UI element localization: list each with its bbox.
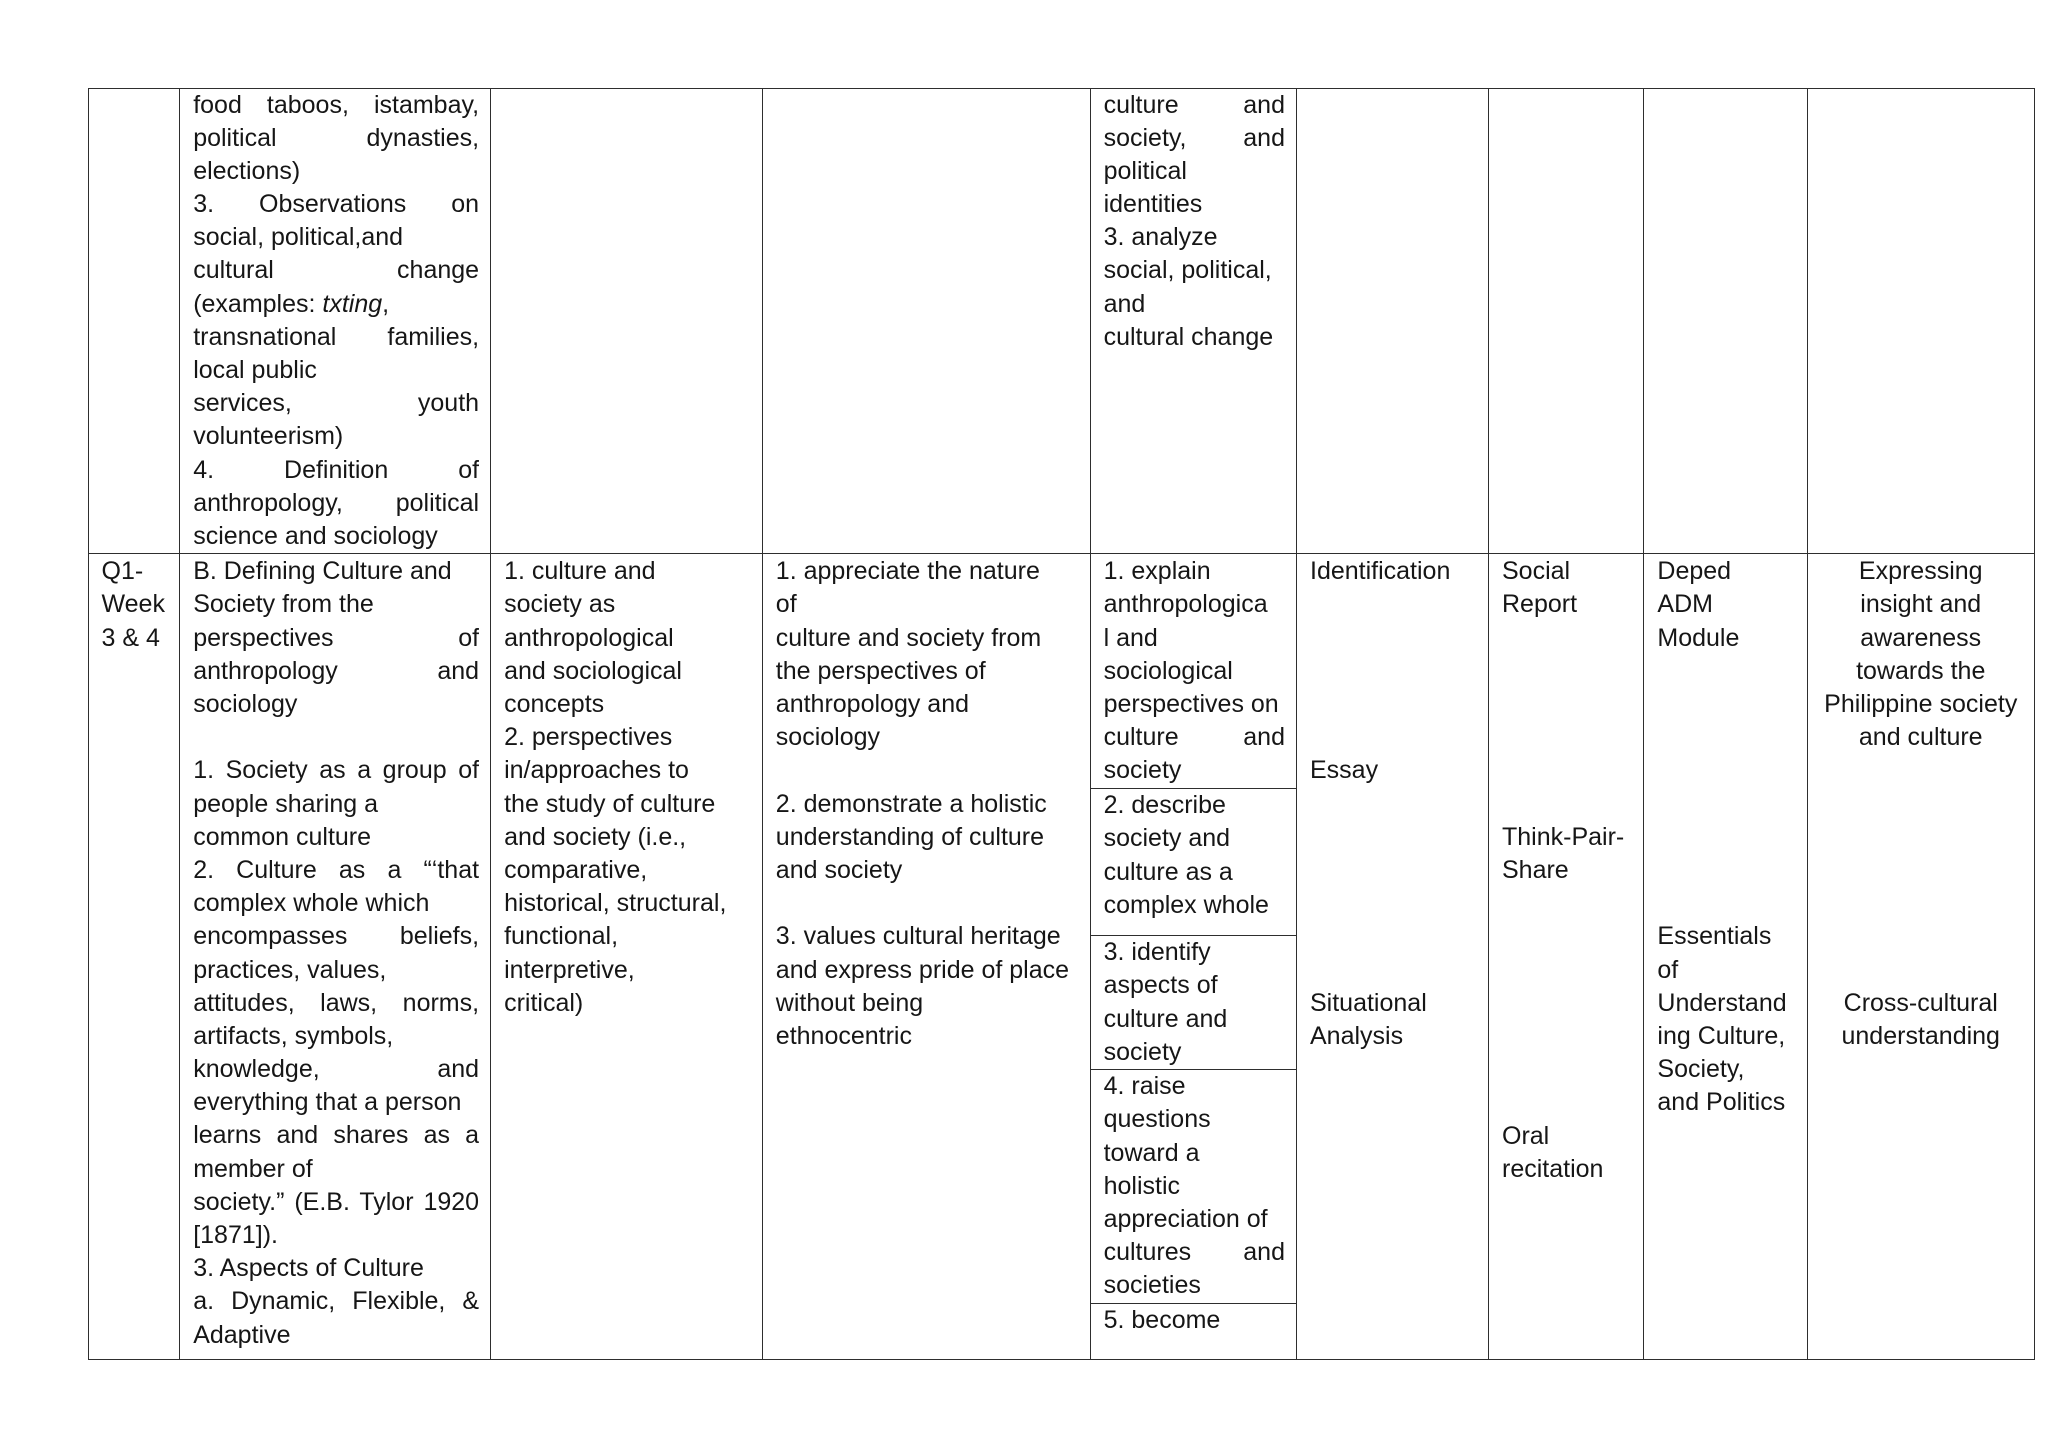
text-line: understanding of culture	[775, 822, 1045, 851]
text-line: Essay	[1310, 756, 1379, 785]
text-line: ADM	[1657, 590, 1713, 619]
text-line: 5. become	[1103, 1306, 1221, 1335]
text-line: culture as a	[1103, 857, 1233, 886]
text-line: society, and	[1103, 123, 1285, 152]
text-line: transnational families,	[193, 322, 480, 351]
cell-standards	[763, 554, 1091, 1360]
text-line: 2. Culture as a “‘that	[193, 855, 480, 884]
text-line: 3. analyze	[1103, 223, 1218, 252]
text-line: sociology	[193, 690, 298, 719]
cell-objectives	[1091, 88, 1297, 554]
text-line: anthropology and	[775, 690, 970, 719]
text-line: concepts	[504, 690, 605, 719]
text-line: Philippine society	[1824, 690, 2018, 719]
text-group	[1310, 987, 1477, 1053]
text-line: anthropology, political	[193, 488, 480, 517]
text-line: Module	[1657, 623, 1740, 652]
text-line: Deped	[1657, 557, 1732, 586]
text-line: society as	[504, 590, 616, 619]
text-line: 4. Definition of	[193, 455, 480, 484]
text-line: Society,	[1657, 1055, 1745, 1084]
text-line: and society	[775, 855, 903, 884]
text-line: volunteerism)	[193, 422, 344, 451]
text-line: complex whole	[1103, 890, 1269, 919]
text-line: 3. Observations on	[193, 190, 480, 219]
text-line: Situational	[1310, 988, 1427, 1017]
paragraph	[776, 555, 1079, 754]
cell-assessment	[1297, 88, 1489, 554]
text-line: common culture	[193, 822, 372, 851]
objective-subcell	[1091, 1304, 1296, 1358]
text-line: understanding	[1841, 1022, 2000, 1050]
text-line: attitudes, laws, norms,	[193, 988, 480, 1017]
text-line: Week	[101, 590, 165, 619]
curriculum-table	[88, 88, 2035, 1360]
text-line: Analysis	[1310, 1022, 1404, 1051]
text-line: and	[1103, 289, 1146, 318]
text-line: 4. raise	[1103, 1072, 1186, 1101]
text-line: cultural change	[193, 256, 480, 285]
text-line: learns and shares as a	[193, 1121, 480, 1150]
text-line: culture and	[1103, 723, 1285, 752]
cell-objectives	[1091, 554, 1297, 1360]
objective-subcell	[1091, 1070, 1296, 1304]
text-line: elections)	[193, 156, 301, 185]
cell-values	[1808, 554, 2035, 1360]
text-line: 1. appreciate the nature	[775, 557, 1040, 586]
text-line: complex whole which	[193, 889, 430, 918]
cell-activities	[1489, 554, 1644, 1360]
text-line: Society from the	[193, 590, 374, 619]
text-line: cultural change	[1103, 322, 1274, 351]
text-line	[193, 288, 479, 321]
text-line: Understand	[1657, 988, 1787, 1017]
text-group	[1657, 555, 1795, 655]
text-line: awareness	[1860, 623, 1982, 652]
cell-activities	[1489, 88, 1644, 554]
text-line: society	[1103, 1037, 1182, 1066]
text-line: sociology	[775, 723, 881, 752]
text-line: 3. values cultural heritage	[775, 922, 1061, 951]
text-line: 3. Aspects of Culture	[193, 1254, 424, 1283]
text-line: society and	[1103, 824, 1231, 853]
text-line: of	[775, 590, 797, 619]
text-line: 2. describe	[1103, 791, 1226, 820]
text-line: without being	[775, 988, 924, 1017]
cell-assessment	[1297, 554, 1489, 1360]
objective-subcell	[1091, 936, 1296, 1070]
text-line: services, youth	[193, 389, 480, 418]
text-line: Essentials	[1657, 922, 1772, 951]
text-line: Cross-cultural	[1843, 988, 1998, 1017]
text-line: artifacts, symbols,	[193, 1021, 394, 1050]
text-line: toward a	[1103, 1138, 1200, 1167]
text-line: functional,	[504, 922, 619, 951]
text-line: interpretive,	[504, 955, 635, 984]
text-line: Identification	[1310, 557, 1451, 586]
text-line: in/approaches to	[504, 756, 689, 785]
text-line: [1871]).	[193, 1221, 278, 1250]
cell-topics	[180, 88, 491, 554]
text-line: social, political,	[1103, 256, 1272, 285]
text-line: questions	[1103, 1105, 1211, 1134]
text-line: and culture	[1858, 723, 1983, 752]
text-line: the study of culture	[504, 789, 716, 818]
text-line: food taboos, istambay,	[193, 90, 480, 119]
text-line: holistic	[1103, 1171, 1181, 1200]
text-line: 3. identify	[1103, 938, 1211, 967]
text-line: identities	[1103, 190, 1203, 219]
text-line: 1. explain	[1103, 557, 1211, 586]
text-line: Share	[1502, 856, 1569, 885]
text-line: cultures and	[1103, 1238, 1285, 1267]
text-line: everything that a person	[193, 1088, 462, 1117]
cell-standards	[763, 88, 1091, 554]
text-line: culture and society from	[775, 623, 1042, 652]
italic-term: txting	[322, 289, 383, 318]
text-line: knowledge, and	[193, 1055, 480, 1084]
text-line: anthropologica	[1103, 590, 1268, 619]
text-line: aspects of	[1103, 971, 1218, 1000]
text-line: perspectives of	[193, 623, 480, 652]
text-group	[1502, 555, 1632, 621]
text-line: and sociological	[504, 656, 682, 685]
cell-values	[1808, 88, 2035, 554]
text-line: 2. perspectives	[504, 723, 673, 752]
text-line: ethnocentric	[775, 1021, 912, 1050]
text-line: historical, structural,	[504, 889, 727, 918]
objective-subcell	[1091, 789, 1296, 936]
text-line: a. Dynamic, Flexible, &	[193, 1287, 480, 1316]
text-group	[1502, 1120, 1632, 1186]
text-group	[1310, 754, 1477, 787]
text-line: perspectives on	[1103, 690, 1279, 719]
text-line: 3 & 4	[101, 623, 160, 652]
cell-resources	[1644, 554, 1807, 1360]
cell-quarter-week	[88, 554, 181, 1360]
text-line: sociological	[1103, 656, 1233, 685]
text-line: social, political,and	[193, 223, 404, 252]
text-line: B. Defining Culture and	[193, 557, 452, 586]
text-line: societies	[1103, 1271, 1201, 1300]
text-line: Expressing	[1858, 557, 1983, 586]
cell-topics	[180, 554, 491, 1360]
text-line: Adaptive	[193, 1320, 291, 1349]
text-line: member of	[193, 1154, 313, 1183]
text-line: the perspectives of	[775, 656, 986, 685]
text-line: anthropological	[504, 623, 674, 652]
text-line: l and	[1103, 623, 1158, 652]
text-line: Report	[1502, 590, 1578, 619]
text-line: towards the	[1856, 656, 1986, 685]
text-line: 2. demonstrate a holistic	[775, 789, 1047, 818]
text-line: insight and	[1860, 590, 1982, 619]
text-line: political dynasties,	[193, 123, 480, 152]
text-line: science and sociology	[193, 521, 438, 550]
text-line: and society (i.e.,	[504, 822, 687, 851]
text-line: Q1-	[101, 557, 144, 586]
text-line: culture and	[1103, 90, 1285, 119]
text-line: 1. culture and	[504, 557, 656, 586]
text-group	[1502, 821, 1632, 887]
text-line: society	[1103, 756, 1182, 785]
text-line: practices, values,	[193, 955, 387, 984]
text-line: culture and	[1103, 1004, 1228, 1033]
text-line: 1. Society as a group of	[193, 756, 480, 785]
text-line: critical)	[504, 988, 584, 1017]
text-line: Think-Pair-	[1502, 822, 1625, 851]
cell-concepts	[491, 88, 763, 554]
cell-resources	[1644, 88, 1807, 554]
text-line: political	[1103, 156, 1187, 185]
text-group	[1310, 555, 1477, 588]
text-group	[1657, 920, 1795, 1119]
text-line: people sharing a	[193, 789, 379, 818]
text-line: appreciation of	[1103, 1205, 1268, 1234]
text-line: local public	[193, 356, 317, 384]
text-fragment: ,	[382, 289, 390, 318]
text-fragment: (examples:	[193, 289, 323, 318]
text-line: and Politics	[1657, 1088, 1786, 1117]
text-line: Oral	[1502, 1121, 1550, 1150]
paragraph	[193, 555, 479, 721]
text-line: of	[1657, 955, 1679, 984]
text-line: encompasses beliefs,	[193, 922, 480, 951]
text-line: and express pride of place	[775, 955, 1070, 984]
text-line: Social	[1502, 557, 1571, 586]
paragraph	[776, 788, 1079, 888]
cell-concepts	[491, 554, 763, 1360]
cell-quarter-week	[88, 88, 181, 554]
text-group	[1820, 555, 2022, 754]
text-line: ing Culture,	[1657, 1022, 1786, 1051]
text-line: anthropology and	[193, 656, 480, 685]
text-line: recitation	[1502, 1154, 1604, 1183]
text-line: comparative,	[504, 855, 648, 884]
text-line: society.” (E.B. Tylor 1920	[193, 1187, 480, 1216]
paragraph	[776, 920, 1079, 1053]
text-group	[1820, 987, 2022, 1053]
paragraph	[193, 754, 479, 1351]
objective-subcell	[1091, 554, 1296, 790]
